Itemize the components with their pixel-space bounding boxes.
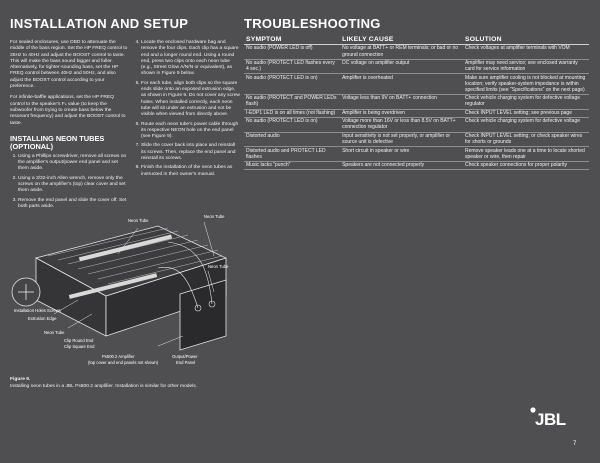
neon-step-3: 3. Remove the end panel and slide the cover off. Set both parts aside. [18,198,128,211]
neon-step-5: 5. For each tube, align both clips so the square ends slide onto an exposed extrusion edge, as shown in Figure 9. Do not cover any screw holes. When installed correctly, each neon tube will sit under an extrusion and not be visible when viewed from directly above. [141,81,240,119]
label-screws: Installation Holes Screws [14,308,61,313]
logo-text: JBL [535,410,566,428]
symptom-cell: I-EDP1 LED is on all times (not flashing) [244,109,340,117]
label-neon-tube-top: Neon Tube [128,218,149,223]
solution-cell: Make sure amplifier cooling is not blocked at mounting location; verify speaker-system impedance is within specified limits (see "Specifications" on the next page) [463,74,589,95]
setup-column [10,40,128,213]
table-row [244,45,589,60]
solution-cell: Check speaker connections for proper polarity [463,161,589,169]
solution-cell: Check vehicle charging system for defective voltage [463,117,589,132]
solution-cell: Check INPUT LEVEL setting; see previous page [463,109,589,117]
setup-paragraph-1: For sealed enclosures, use DBD to attenuate the middle of the bass region. Set the HP FREQ control to 35Hz to 40Hz and adjust the BOOST control to taste. This will make the bass sound bigger and fuller. Alternatively, for tighter-sounding bass, set the HP FREQ control between 40Hz and 50Hz, and also adjust the BOOST control according to your preference. [10,40,128,90]
header-solution: SOLUTION [463,37,589,45]
neon-steps-list-2 [133,40,240,178]
cause-cell: Amplifier is overheated [340,74,463,95]
symptom-cell: No audio (PROTECT and POWER LEDs flash) [244,94,340,109]
solution-cell: Check voltages at amplifier terminals with VOM [463,45,589,60]
symptom-cell: No audio (PROTECT LED flashes every 4 sec.) [244,59,340,74]
figure-title: Figure 9. [10,377,31,382]
figure-caption [10,377,235,391]
table-row [244,161,589,169]
neon-step-7: 7. Slide the cover back into place and reinstall its screws. Then, replace the end panel and reinstall its screws. [141,143,240,162]
troubleshooting-heading: TROUBLESHOOTING [244,16,381,31]
label-neon-b: Neon Tube [208,264,229,269]
header-likely-cause: LIKELY CAUSE [340,37,463,45]
cause-cell: Input sensitivity is not set properly, or amplifier or source unit is defective [340,132,463,147]
neon-step-4: 4. Locate the enclosed hardware bag and remove the four clips. Each clip has a square end and a longer round end. Using a round end, press two clips onto each neon tube (e.g., Street Glow A/N/N or equivalent), as shown in Figure 9 below. [141,40,240,78]
neon-tubes-heading: INSTALLING NEON TUBES (OPTIONAL) [10,133,105,151]
neon-step-8: 8. Finish the installation of the neon tubes as instructed in their owner's manual. [141,165,240,178]
table-header-row [244,37,589,45]
jbl-logo [529,406,569,428]
symptom-cell: No audio (POWER LED is off) [244,45,340,60]
neon-step-2: 2. Using a 3/32-inch Allen wrench, remove only the screws on the amplifier's (top) clear cover and set them aside. [18,176,128,195]
label-output-power: Output/Power [172,354,198,359]
neon-steps-column [133,40,240,181]
symptom-cell: No audio (PROTECT LED is on) [244,117,340,132]
neon-installation-diagram [8,196,234,372]
header-symptom: SYMPTOM [244,37,340,45]
cause-cell: Speakers are not connected properly [340,161,463,169]
label-clip-round: Clip Round End [64,338,94,343]
table-row [244,147,589,162]
solution-cell: Check INPUT LEVEL setting; or check speaker wires for shorts or grounds [463,132,589,147]
figure-caption-text: Installing neon tubes in a JBL Ps600.2 amplifier. Installation is similar for other models. [10,384,198,390]
symptom-cell: No audio (PROTECT LED is on) [244,74,340,95]
troubleshooting-table [244,37,589,170]
symptom-cell: Distorted audio and PROTECT LED flashes [244,147,340,162]
symptom-cell: Distorted audio [244,132,340,147]
cause-cell: Voltage more than 16V or less than 8.5V on BATT+ connection regulator [340,117,463,132]
label-neon-small: Neon Tube [44,330,65,335]
table-row [244,59,589,74]
solution-cell: Check vehicle charging system for defective voltage regulator [463,94,589,109]
neon-step-6: 6. Route each neon tube's power cable through its respective NEON hole on the end panel (see Figure 9). [141,122,240,141]
table-row [244,132,589,147]
cause-cell: Amplifier is being overdriven [340,109,463,117]
label-end-panel: End Panel [176,360,196,365]
solution-cell: Amplifier may need service; see enclosed warranty card for service information [463,59,589,74]
symptom-cell: Music lacks "punch" [244,161,340,169]
label-clip-square: Clip Square End [64,344,95,349]
cause-cell: Voltage less than 9V on BATT+ connection [340,94,463,109]
cause-cell: No voltage at BATT+ or REM terminals; or bad or no ground connection [340,45,463,60]
table-row [244,94,589,109]
setup-paragraph-2: For infinite-baffle applications, set the HP FREQ control to the speaker's Fₛ value (to keep the subwoofer from trying to create bass below the resonant frequency) and adjust the BOOST control to taste. [10,95,126,126]
label-ps-note: (top cover and end panels not shown) [88,360,159,365]
table-row [244,117,589,132]
solution-cell: Remove speaker leads one at a time to locate shorted speaker or wire, then repair [463,147,589,162]
installation-heading: INSTALLATION AND SETUP [10,16,189,31]
neon-step-1: 1. Using a Phillips screwdriver, remove all screws on the amplifier's output/power end panel and set them aside. [18,154,128,173]
page-number: 7 [573,441,577,447]
cause-cell: DC voltage on amplifier output [340,59,463,74]
label-extrusion-edge: Extrusion Edge [28,316,57,321]
cause-cell: Short circuit in speaker or wire [340,147,463,162]
table-row [244,74,589,95]
label-neon-a: Neon Tube [204,214,225,219]
table-row [244,109,589,117]
label-ps-amplifier: Ps600.2 Amplifier [102,354,135,359]
